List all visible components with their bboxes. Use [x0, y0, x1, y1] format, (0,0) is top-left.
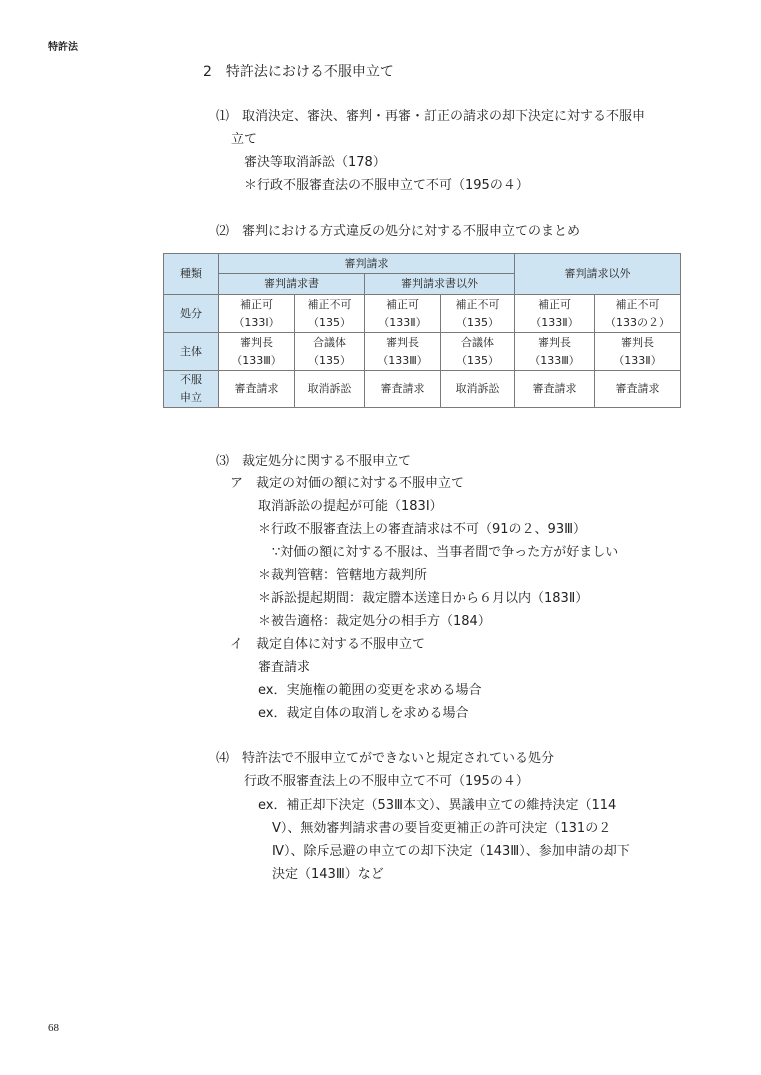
s3-i-line: ex．裁定自体の取消しを求める場合: [258, 706, 469, 721]
s4-ex-line: ex．補正却下決定（53Ⅲ本文）、異議申立ての維持決定（114: [258, 798, 617, 813]
table-cell: 補正可 （133Ⅱ）: [515, 295, 595, 333]
s3-a-line: ＊行政不服審査法上の審査請求は不可（91の２、93Ⅲ）: [258, 522, 587, 537]
table-cell: 合議体 （135）: [441, 333, 515, 371]
table-cell: 審査請求: [219, 371, 295, 408]
table-cell: 審査請求: [595, 371, 681, 408]
procedure-table: [163, 253, 681, 408]
row-label-shobun: 処分: [164, 295, 219, 333]
running-header: 特許法: [48, 42, 78, 53]
s3-a-line: ＊被告適格：裁定処分の相手方（184）: [258, 614, 491, 629]
table-cell: 審査請求: [515, 371, 595, 408]
page-number: 68: [48, 1022, 59, 1034]
table-cell: 補正可 （133Ⅱ）: [365, 295, 441, 333]
table-cell: 補正不可 （135）: [441, 295, 515, 333]
s3-a-heading: ア 裁定の対価の額に対する不服申立て: [230, 476, 465, 491]
s4-ex-line: Ⅴ）、無効審判請求書の要旨変更補正の許可決定（131の２: [272, 821, 612, 836]
table-cell: 補正不可 （135）: [295, 295, 365, 333]
table-cell: 審判長 （133Ⅲ）: [515, 333, 595, 371]
s1-line1: 審決等取消訴訟（178）: [244, 155, 386, 170]
s3-a-line: ＊訴訟提起期間：裁定謄本送達日から６月以内（183Ⅱ）: [258, 591, 589, 606]
row-label-fufuku: 不服 申立: [164, 371, 219, 408]
table-cell: 審判長 （133Ⅲ）: [365, 333, 441, 371]
table-cell: 審査請求: [365, 371, 441, 408]
row-label-shutai: 主体: [164, 333, 219, 371]
s4-line1: 行政不服審査法上の不服申立て不可（195の４）: [244, 774, 529, 789]
table-cell: 合議体 （135）: [295, 333, 365, 371]
header-kind: 種類: [164, 254, 219, 295]
s1-heading-line1: ⑴ 取消決定、審決、審判・再審・訂正の請求の却下決定に対する不服申: [216, 109, 646, 124]
header-shoigai: 審判請求書以外: [365, 274, 515, 295]
header-other: 審判請求以外: [515, 254, 681, 295]
section-title: 2 特許法における不服申立て: [203, 64, 394, 80]
s4-ex-line: 決定（143Ⅲ）など: [272, 867, 384, 882]
table-cell: 審判長 （133Ⅱ）: [595, 333, 681, 371]
table-cell: 補正可 （133Ⅰ）: [219, 295, 295, 333]
table-cell: 取消訴訟: [295, 371, 365, 408]
s3-i-line: ex．実施権の範囲の変更を求める場合: [258, 683, 482, 698]
header-sho: 審判請求書: [219, 274, 365, 295]
s1-heading-line2: 立て: [231, 132, 258, 147]
s3-i-heading: イ 裁定自体に対する不服申立て: [230, 637, 426, 652]
table-cell: 補正不可 （133の２）: [595, 295, 681, 333]
s2-heading: ⑵ 審判における方式違反の処分に対する不服申立てのまとめ: [216, 224, 581, 239]
s4-ex-line: Ⅳ）、除斥忌避の申立ての却下決定（143Ⅲ）、参加申請の却下: [272, 844, 630, 859]
s1-line2: ＊行政不服審査法の不服申立て不可（195の４）: [244, 178, 529, 193]
s3-heading: ⑶ 裁定処分に関する不服申立て: [216, 454, 412, 469]
s3-a-line: ∵対価の額に対する不服は、当事者間で争った方が好ましい: [272, 545, 619, 560]
s3-a-line: 取消訴訟の提起が可能（183Ⅰ）: [258, 499, 443, 514]
table-cell: 取消訴訟: [441, 371, 515, 408]
header-shinpan: 審判請求: [219, 254, 515, 274]
s3-i-line: 審査請求: [258, 660, 311, 675]
s3-a-line: ＊裁判管轄：管轄地方裁判所: [258, 568, 428, 583]
table-cell: 審判長 （133Ⅲ）: [219, 333, 295, 371]
s4-heading: ⑷ 特許法で不服申立てができないと規定されている処分: [216, 751, 555, 766]
